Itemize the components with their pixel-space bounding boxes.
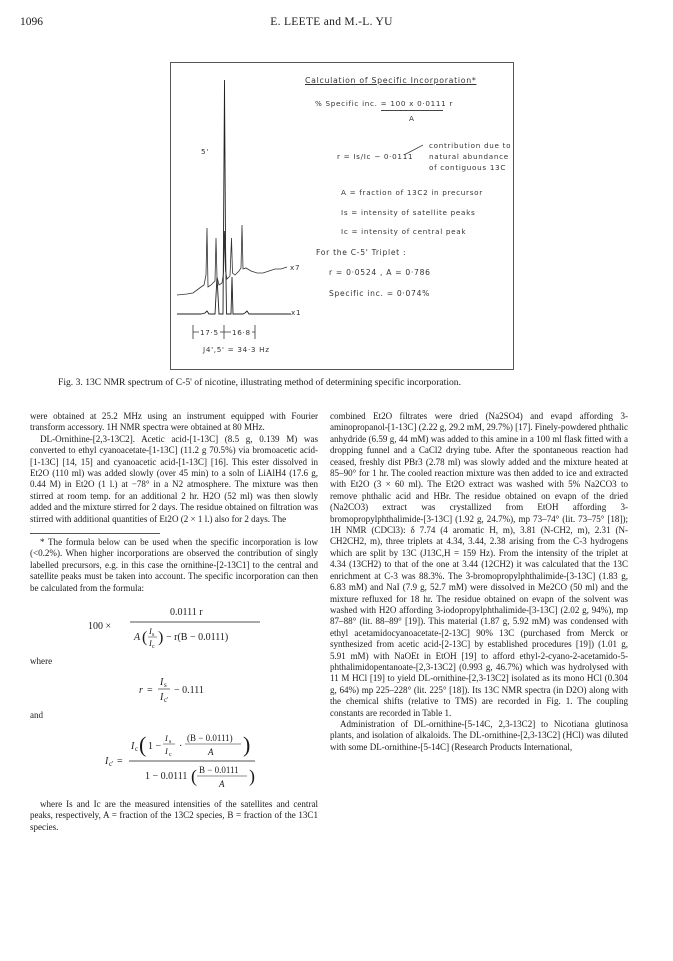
r-and-a-values: r = 0·0524 , A = 0·786	[329, 268, 431, 277]
where-label: where	[30, 656, 53, 667]
gain-label-upper: x7	[290, 263, 301, 272]
svg-text:I: I	[165, 745, 168, 756]
right-column	[330, 411, 628, 753]
specific-incorporation-equation	[84, 600, 264, 650]
paragraph-ornithine-synthesis: DL-Ornithine-[2,3-13C2]. Acetic acid-[1-13C] (8.5 g, 0.139 M) was converted to ethyl cyanoacetate-[1-13C] (11.2 g 70.5%) via bromoacetic acid-[1-13C] [14, 15] and cyanoacetic acid-[1-13C] [16]. This ester dissolved in Et2O (110 ml) was added slowly (over 45 min) to a soln of LiAlH4 (17.6 g, 0.44 M) in Et2O (1 l.) at −78° in a N2 atmosphere. The mixture was then stirred at room temp. for an additional 2 hr. H2O (52 ml) was then slowly added and the mixture stirred for 2 days. The residue obtained on filtration was stirred with additional quantities of Et2O (2 × 1 l.) also for 2 days. The	[30, 433, 318, 524]
gain-label-lower: x1	[291, 308, 302, 317]
svg-text:c: c	[152, 644, 155, 651]
svg-text:=: =	[117, 755, 123, 767]
coupling-constant: J4',5' = 34·3 Hz	[203, 345, 270, 354]
ic-prime-equation	[69, 727, 279, 793]
svg-text:0.0111 r: 0.0111 r	[170, 607, 203, 619]
svg-text:I: I	[149, 626, 152, 637]
svg-text:r: r	[139, 684, 143, 696]
svg-text:(: (	[142, 629, 148, 647]
svg-text:− r(B − 0.0111): − r(B − 0.0111)	[166, 632, 229, 644]
running-authors: E. LEETE and M.-L. YU	[270, 16, 393, 28]
figure-3	[170, 62, 514, 370]
r-equation	[119, 674, 229, 704]
svg-text:1 −: 1 −	[148, 740, 162, 752]
running-header	[20, 16, 643, 32]
svg-text:c: c	[169, 751, 172, 758]
svg-text:(: (	[191, 765, 197, 786]
svg-text:·: ·	[179, 740, 183, 752]
svg-text:c': c'	[109, 759, 114, 768]
figure-inset-title: Calculation of Specific Incorporation*	[305, 76, 477, 85]
footnote-rule	[30, 533, 160, 534]
svg-text:− 0.111: − 0.111	[174, 684, 204, 696]
svg-text:I: I	[149, 638, 152, 649]
svg-text:A: A	[134, 632, 141, 644]
contribution-line-2: natural abundance	[429, 152, 509, 161]
svg-text:1 − 0.0111: 1 − 0.0111	[145, 770, 188, 782]
footnote: * The formula below can be used when the specific incorporation is low (<0.2%). When higher incorporations are observed the contribution of singly labelled precursors, e.g. in this case the ornithine-[2-13C1] to the central and satellite peaks must be taken into account. The specific incorporation can then be calculated from the formula:	[30, 537, 318, 593]
r-definition: r = Is/Ic − 0·0111	[337, 152, 414, 161]
svg-text:A: A	[219, 778, 225, 789]
svg-text:s: s	[152, 632, 155, 639]
fraction-bar	[381, 110, 443, 111]
hz-left-label: 17·5	[200, 328, 219, 337]
svg-text:I: I	[160, 691, 164, 703]
definition-is: Is = intensity of satellite peaks	[341, 208, 476, 217]
svg-text:I: I	[105, 755, 109, 767]
and-label: and	[30, 709, 44, 720]
left-column	[30, 411, 318, 833]
svg-text:): )	[158, 629, 164, 647]
svg-text:s: s	[169, 738, 172, 745]
svg-text:(: (	[139, 731, 147, 757]
contribution-line-3: of contiguous 13C	[429, 163, 507, 172]
paragraph-administration: Administration of DL-ornithine-[5-14C, 2,3-13C2] to Nicotiana glutinosa plants, and isolation of alkaloids. The DL-ornithine-[2,3-13C2] (HCl) was diluted with some DL-ornithine-[5-14C] (Research Products International,	[330, 718, 628, 752]
svg-text:A: A	[208, 746, 214, 757]
paragraph-definitions: where Is and Ic are the measured intensities of the satellites and central peaks, respectively, A = fraction of the 13C2 species, B = fraction of the 13C1 species.	[30, 798, 318, 832]
c5-triplet-heading: For the C-5' Triplet :	[316, 248, 407, 257]
paragraph-phthalimide-synthesis: combined Et2O filtrates were dried (Na2SO4) and evapd affording 3-aminopropanol-[1-13C] (2.22 g, 29.2 mM, 29.7%) [17]. Finely-powdered phthalic anhydride (6.59 g, 44 mM) was added to this amine in a 100 ml flask fitted with a dropping funnel and a CaCl2 drying tube. After the spontaneous reaction had ceased, freshly dist PBr3 (2.78 ml) was slowly added and the mixture heated at 85–90° for 1 hr. The cooled reaction mixture was then added to ice and extracted with Et2O (3 × 60 ml). The Et2O extract was washed with 5% Na2CO3 to remove phthalic acid and HBr. The residue obtained on evapn of the dried (Na2CO3) extract was crystallized from EtOH affording 3-bromopropylphthalimide-[3-13C] (1.92 g, 24.7%), mp 73–74° (lit. 73–75° [18]); 1H NMR (CDCl3): δ 7.74 (4 aromatic H, m), 3.81 (N-CH2, m), 2.31 (N-CH2CH2, m), three triplets at 4.34, 3.44, 2.38 arising from the C-3 hydrogens which are split by 13C (J13C,H = 159 Hz). From the intensity of the triplet at 4.34 (13CH2) to that of the one at 3.44 (12CH2) it was calculated that the 13C enrichment at C-3 was 88.3%. The 3-bromopropylphthalimide-[3-13C] (1.83 g, 6.83 mM) and NaI (7.9 g, 52.7 mM) were dissolved in Me2CO (50 ml) and the mixture refluxed for 18 hr. The residue obtained on evapn of the solvent was washed with H2O affording 3-iodopropylphthalimide-[3-13C] (2.02 g, 94%), mp 87–88° (lit. 88–89° [19]). This material (1.87 g, 5.92 mM) was condensed with ethyl acetamidocyanoacetate-[2-13C] 90% 13C (purchased from Merck or synthesized from acetic acid-[2-13C] by established procedures [19]) (1.01 g, 5.91 mM) with NaOEt in EtOH [19] to afford ethyl-2-cyano-2-acetamido-5-phthalimidopentanoate-[2,3-13C2] (0.993 g, 46.7%) which was hydrolysed with 11 M HCl [19] to yield DL-ornithine-[2,3-13C2] isolated as its mono HCl (0.304 g, 64%) mp 225–228° (lit. 225° [18]). Its 13C NMR spectra (in D2O) along with the chemical shifts (relative to TMS) are recorded in Fig. 1. The coupling constants are recorded in Table 1.	[330, 411, 628, 718]
svg-text:): )	[249, 765, 255, 786]
hz-right-label: 16·8	[232, 328, 251, 337]
svg-text:I: I	[160, 676, 164, 688]
contribution-line-1: contribution due to	[429, 141, 512, 150]
svg-text:): )	[243, 731, 251, 757]
peak-label: 5'	[201, 147, 209, 156]
specific-incorporation-value: Specific inc. = 0·074%	[329, 289, 431, 298]
svg-text:(B − 0.0111): (B − 0.0111)	[187, 732, 233, 743]
svg-text:=: =	[147, 684, 153, 696]
spectrum-trace-x1	[177, 80, 291, 314]
formula-denominator: A	[409, 114, 415, 123]
svg-text:I: I	[165, 732, 168, 743]
svg-text:s: s	[164, 680, 167, 689]
svg-text:B − 0.0111: B − 0.0111	[199, 764, 239, 775]
paragraph: were obtained at 25.2 MHz using an instrument equipped with Fourier transform accessory. 1H NMR spectra were obtained at 80 MHz.	[30, 411, 318, 433]
svg-text:c: c	[135, 744, 139, 753]
definition-a: A = fraction of 13C2 in precursor	[341, 188, 483, 197]
contribution-arrow	[403, 143, 425, 157]
formula-numerator: % Specific inc. = 100 x 0·0111 r	[315, 99, 454, 108]
svg-text:100 ×: 100 ×	[88, 621, 112, 633]
page-number: 1096	[20, 16, 43, 28]
svg-text:I: I	[131, 740, 135, 752]
figure-caption: Fig. 3. 13C NMR spectrum of C-5' of nicotine, illustrating method of determining specific incorporation.	[58, 377, 461, 388]
svg-text:c': c'	[164, 695, 169, 704]
definition-ic: Ic = intensity of central peak	[341, 227, 467, 236]
